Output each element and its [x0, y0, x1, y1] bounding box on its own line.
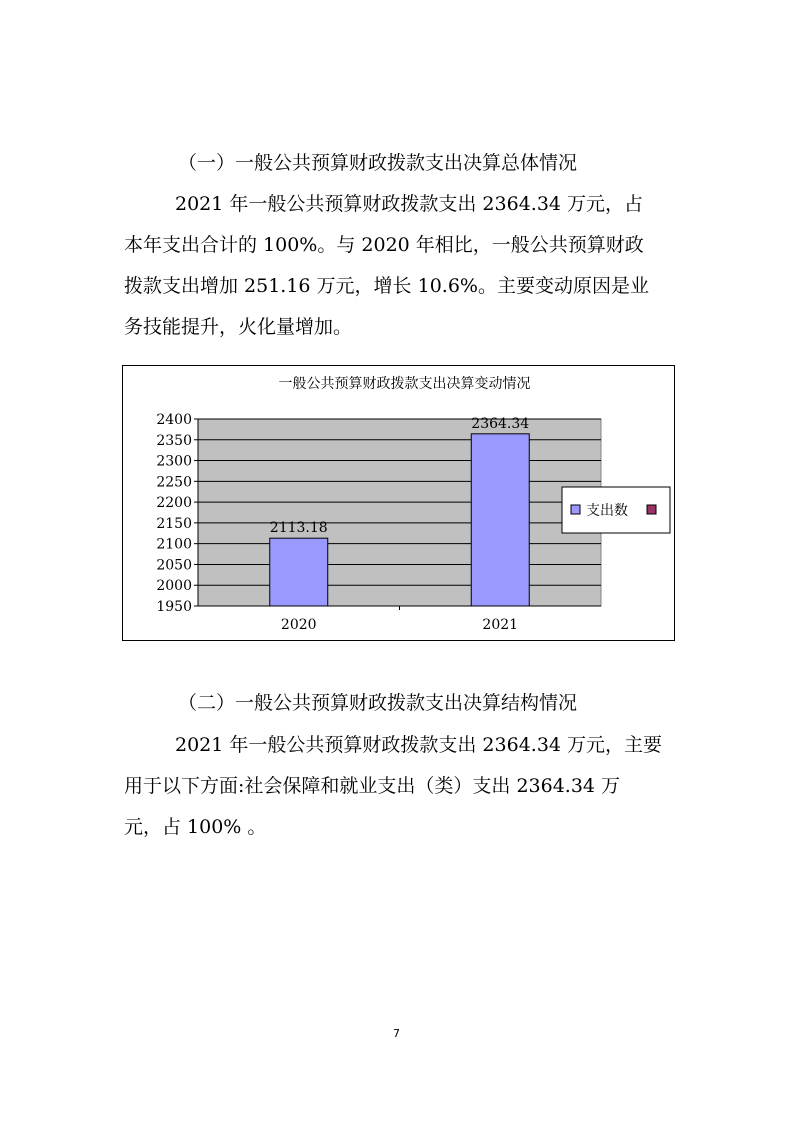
section2-paragraph-line-2: 用于以下方面:社会保障和就业支出（类）支出 2364.34 万 [124, 775, 621, 797]
plot-area [198, 419, 601, 606]
chart-frame [122, 365, 675, 641]
bar-2020 [270, 538, 328, 606]
legend-label: 支出数 [586, 503, 628, 519]
y-tick-label: 2400 [156, 412, 192, 428]
y-tick-label: 2250 [156, 474, 192, 491]
y-tick-label: 2300 [156, 453, 192, 470]
section1-heading: （一）一般公共预算财政拨款支出决算总体情况 [178, 152, 578, 174]
y-tick-label: 2350 [156, 432, 192, 449]
y-tick-label: 1950 [156, 599, 192, 615]
y-tick-label: 2000 [156, 578, 192, 595]
section2-heading: （二）一般公共预算财政拨款支出决算结构情况 [178, 692, 578, 714]
section1-paragraph-line-4: 务技能提升，火化量增加。 [124, 316, 353, 338]
section2-paragraph-line-3: 元，占 100% 。 [124, 816, 267, 838]
legend-swatch [571, 505, 580, 514]
legend-swatch-extra [647, 505, 656, 514]
y-tick-label: 2200 [156, 495, 192, 512]
y-tick-label: 2100 [156, 536, 192, 553]
bar-2021 [471, 434, 529, 606]
data-label-2021: 2364.34 [471, 415, 530, 432]
page-number: 7 [393, 1027, 400, 1040]
chart-title: 一般公共预算财政拨款支出决算变动情况 [278, 376, 531, 392]
section1-paragraph-line-2: 本年支出合计的 100%。与 2020 年相比，一般公共预算财政 [124, 234, 644, 256]
data-label-2020: 2113.18 [269, 520, 328, 537]
section2-paragraph-line-1: 2021 年一般公共预算财政拨款支出 2364.34 万元，主要 [175, 734, 663, 756]
y-tick-label: 2150 [156, 515, 192, 532]
y-tick-label: 2050 [156, 557, 192, 574]
bar-chart [123, 366, 674, 640]
section1-paragraph-line-1: 2021 年一般公共预算财政拨款支出 2364.34 万元，占 [175, 193, 644, 215]
x-tick-label-2021: 2021 [482, 617, 519, 633]
x-tick-label-2020: 2020 [280, 617, 317, 633]
section1-paragraph-line-3: 拨款支出增加 251.16 万元，增长 10.6%。主要变动原因是业 [124, 275, 649, 297]
